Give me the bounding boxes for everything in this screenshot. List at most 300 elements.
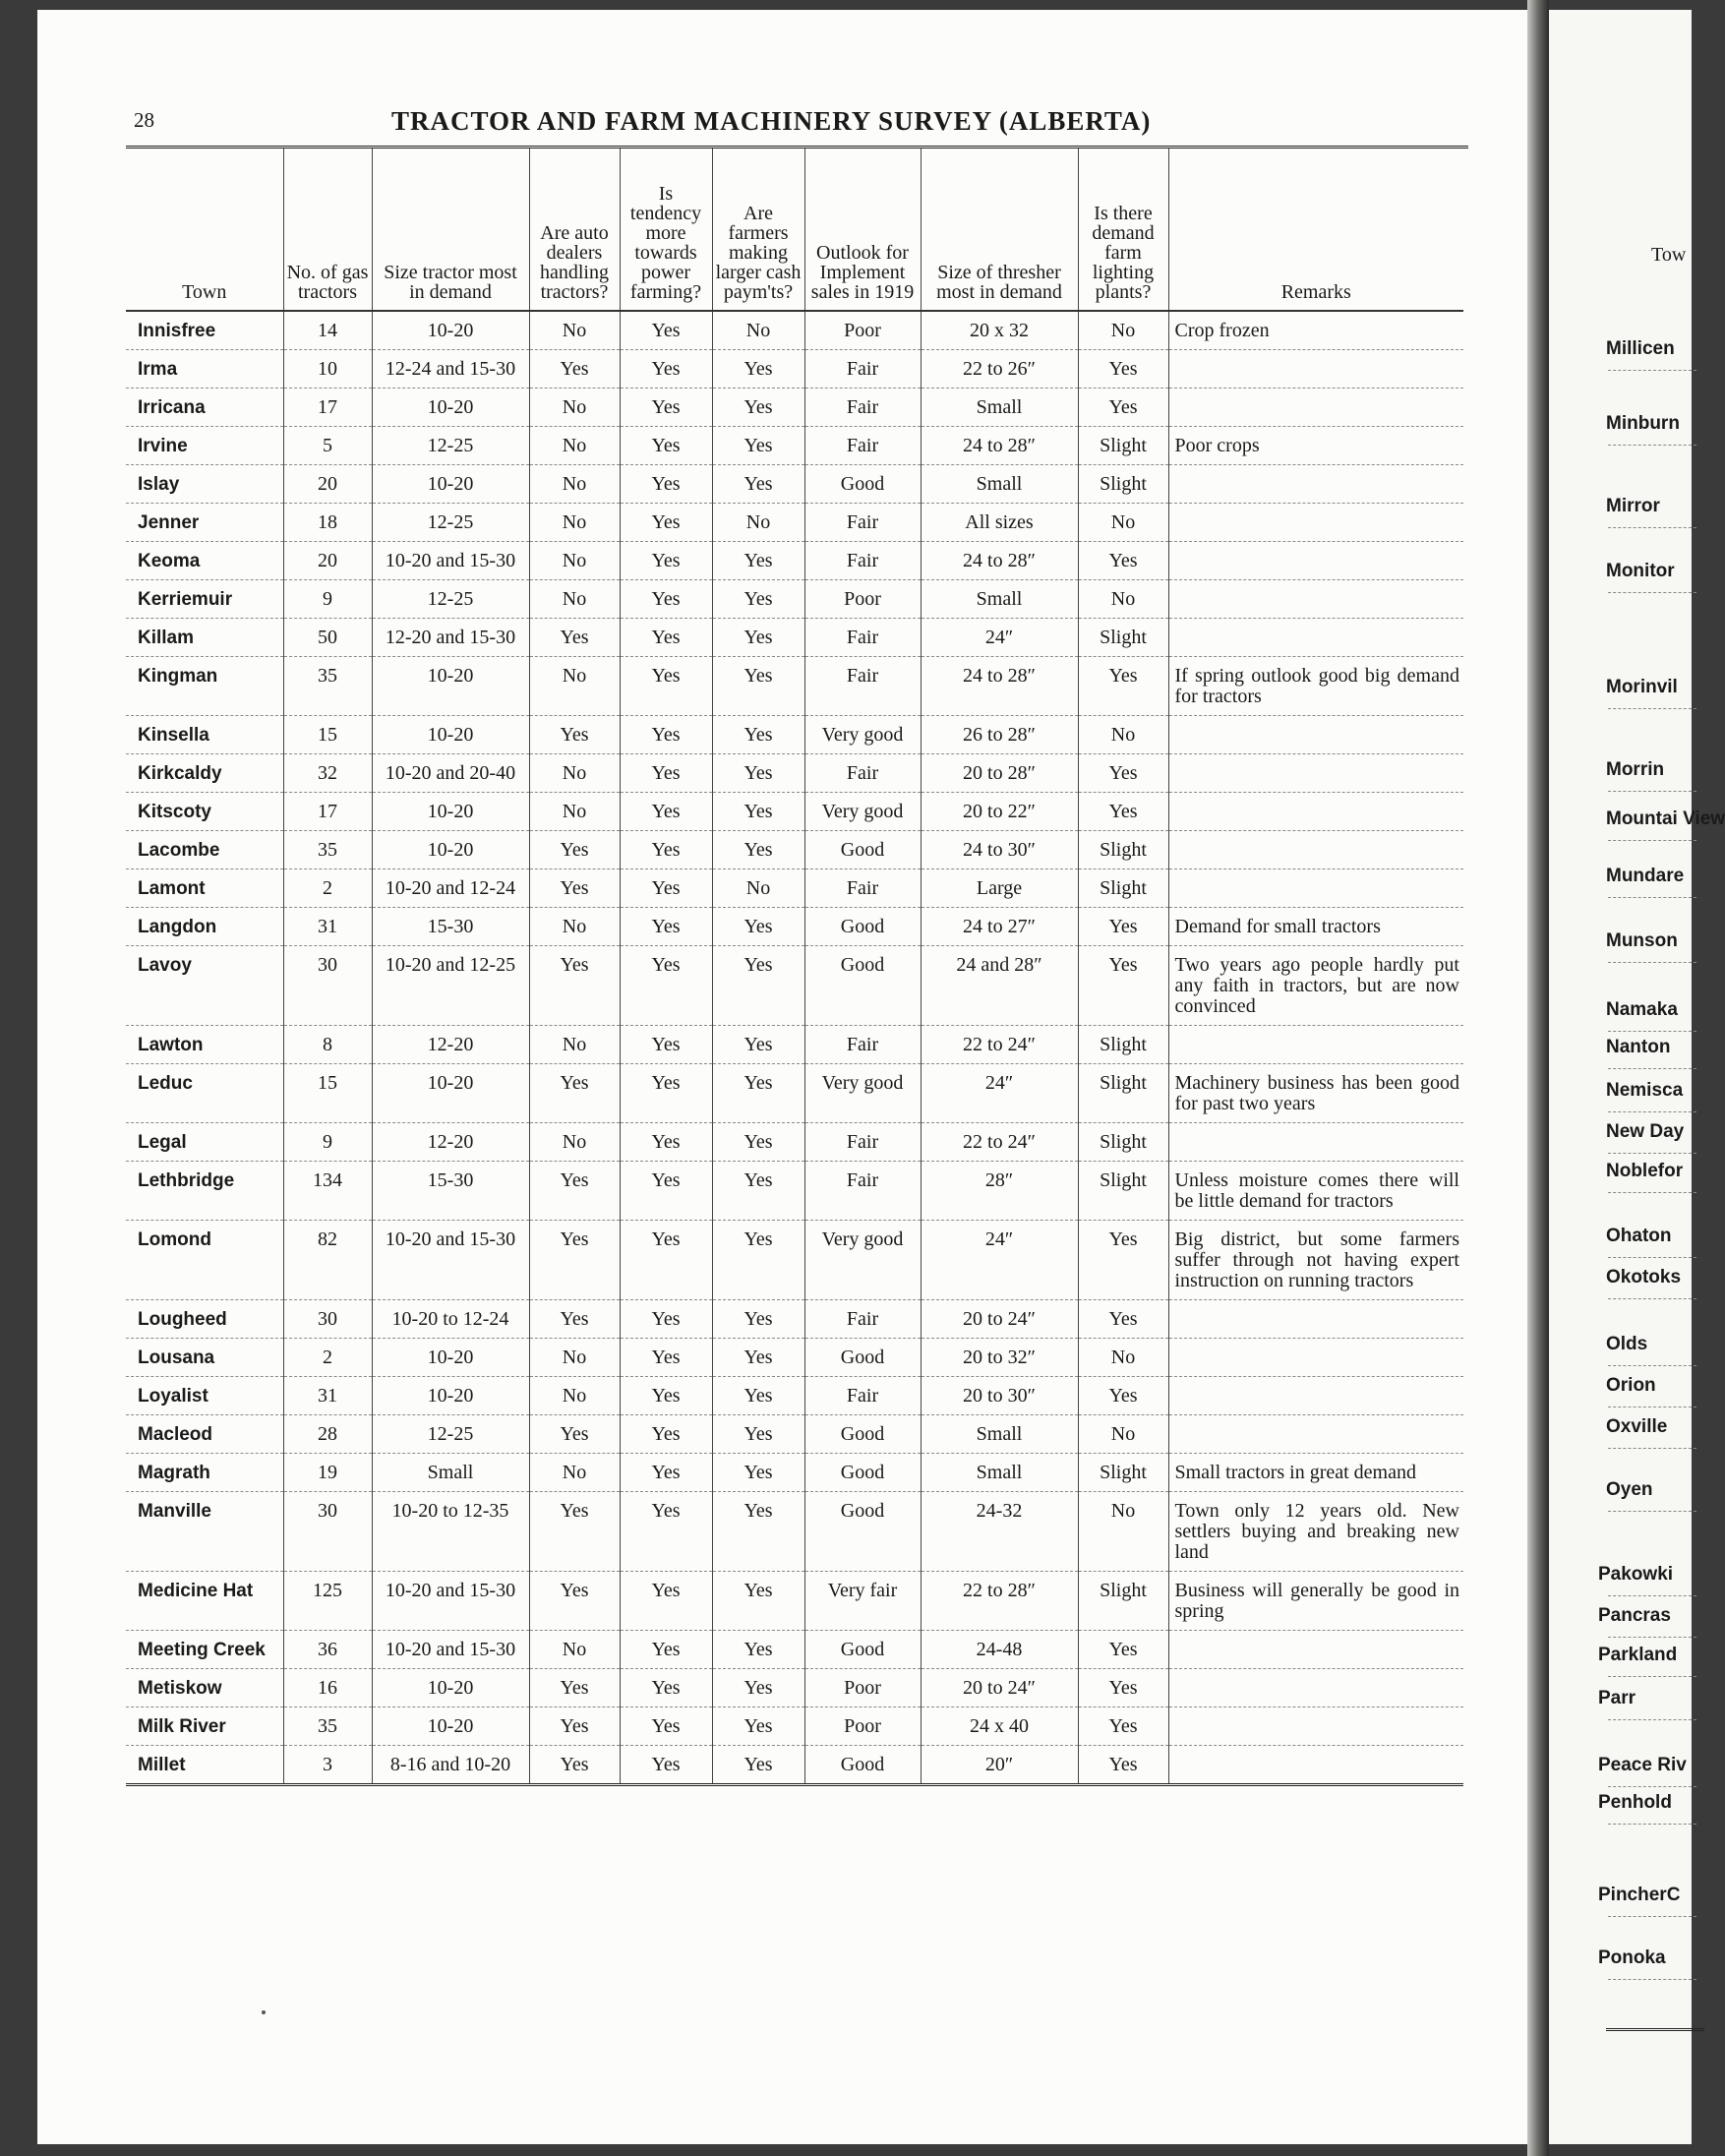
cell-cash: Yes [712, 1377, 804, 1415]
cell-size: 10-20 and 12-24 [372, 869, 529, 908]
cell-outlook: Good [804, 465, 921, 504]
cell-thresher: 20 to 30″ [921, 1377, 1078, 1415]
column-header-outlook: Outlook for Implement sales in 1919 [804, 149, 921, 311]
cell-lighting: No [1078, 504, 1168, 542]
cell-remarks [1168, 350, 1463, 389]
cell-thresher: 22 to 28″ [921, 1572, 1078, 1631]
facing-page-row-rule [1608, 791, 1696, 792]
cell-cash: No [712, 504, 804, 542]
facing-page-row-rule [1608, 1192, 1696, 1193]
cell-cash: No [712, 869, 804, 908]
cell-remarks: Business will generally be good in spring [1168, 1572, 1463, 1631]
cell-power: Yes [620, 465, 712, 504]
cell-power: Yes [620, 1631, 712, 1669]
cell-auto: Yes [529, 1746, 620, 1785]
cell-remarks [1168, 869, 1463, 908]
cell-auto: No [529, 580, 620, 619]
cell-tractors: 125 [283, 1572, 372, 1631]
cell-remarks [1168, 1669, 1463, 1707]
cell-lighting: Yes [1078, 1631, 1168, 1669]
cell-power: Yes [620, 1123, 712, 1162]
cell-auto: No [529, 311, 620, 350]
cell-cash: Yes [712, 1492, 804, 1572]
cell-power: Yes [620, 1221, 712, 1300]
table-row [126, 1123, 1463, 1162]
cell-size: 15-30 [372, 1162, 529, 1221]
cell-size: 12-20 [372, 1123, 529, 1162]
cell-tractors: 9 [283, 1123, 372, 1162]
table-row [126, 1415, 1463, 1454]
cell-town: Meeting Creek [126, 1631, 283, 1669]
cell-lighting: Yes [1078, 1221, 1168, 1300]
cell-thresher: 24 to 28″ [921, 657, 1078, 716]
cell-lighting: Slight [1078, 1064, 1168, 1123]
cell-size: 12-25 [372, 580, 529, 619]
cell-thresher: 22 to 24″ [921, 1026, 1078, 1064]
cell-power: Yes [620, 908, 712, 946]
cell-town: Jenner [126, 504, 283, 542]
cell-remarks [1168, 1123, 1463, 1162]
cell-town: Milk River [126, 1707, 283, 1746]
facing-page-row-rule [1608, 1511, 1696, 1512]
facing-page-town: Minburn [1606, 413, 1680, 434]
facing-page-row-rule [1608, 1979, 1696, 1980]
cell-tractors: 20 [283, 542, 372, 580]
cell-thresher: 20 to 22″ [921, 793, 1078, 831]
cell-power: Yes [620, 754, 712, 793]
survey-table [126, 149, 1463, 1786]
cell-size: 12-25 [372, 504, 529, 542]
cell-auto: No [529, 1339, 620, 1377]
cell-cash: Yes [712, 1339, 804, 1377]
column-header-cash-payments: Are farmers making larger cash paym'ts? [712, 149, 804, 311]
cell-power: Yes [620, 504, 712, 542]
cell-remarks [1168, 389, 1463, 427]
cell-town: Keoma [126, 542, 283, 580]
cell-remarks [1168, 1415, 1463, 1454]
cell-remarks: Two years ago people hardly put any faith in tractors, but are now convinced [1168, 946, 1463, 1026]
facing-page-bottom-rule [1606, 2028, 1704, 2031]
facing-page-town: Namaka [1606, 999, 1678, 1020]
cell-auto: No [529, 754, 620, 793]
cell-remarks [1168, 1300, 1463, 1339]
cell-power: Yes [620, 580, 712, 619]
table-body [126, 311, 1463, 1785]
cell-size: 12-20 [372, 1026, 529, 1064]
facing-page-row-rule [1608, 1786, 1696, 1787]
cell-auto: Yes [529, 1415, 620, 1454]
cell-size: 10-20 [372, 831, 529, 869]
facing-page-town: Olds [1606, 1334, 1648, 1354]
cell-outlook: Fair [804, 542, 921, 580]
cell-outlook: Fair [804, 389, 921, 427]
facing-page-town: Millicen [1606, 338, 1675, 359]
cell-town: Kitscoty [126, 793, 283, 831]
cell-power: Yes [620, 350, 712, 389]
column-header-remarks: Remarks [1168, 149, 1463, 311]
cell-tractors: 18 [283, 504, 372, 542]
cell-power: Yes [620, 1162, 712, 1221]
cell-cash: Yes [712, 1300, 804, 1339]
cell-town: Metiskow [126, 1669, 283, 1707]
cell-remarks [1168, 542, 1463, 580]
cell-size: 10-20 to 12-24 [372, 1300, 529, 1339]
cell-thresher: 20″ [921, 1746, 1078, 1785]
cell-town: Irma [126, 350, 283, 389]
cell-town: Islay [126, 465, 283, 504]
cell-power: Yes [620, 1339, 712, 1377]
cell-tractors: 82 [283, 1221, 372, 1300]
cell-remarks [1168, 793, 1463, 831]
cell-tractors: 2 [283, 1339, 372, 1377]
facing-page-town: Orion [1606, 1375, 1656, 1396]
cell-town: Millet [126, 1746, 283, 1785]
cell-town: Lawton [126, 1026, 283, 1064]
cell-remarks [1168, 1746, 1463, 1785]
cell-tractors: 3 [283, 1746, 372, 1785]
cell-outlook: Poor [804, 580, 921, 619]
cell-thresher: 24″ [921, 1064, 1078, 1123]
cell-town: Lethbridge [126, 1162, 283, 1221]
cell-outlook: Fair [804, 1162, 921, 1221]
cell-size: 12-25 [372, 427, 529, 465]
cell-lighting: Yes [1078, 542, 1168, 580]
cell-outlook: Good [804, 1454, 921, 1492]
cell-auto: Yes [529, 350, 620, 389]
table-row [126, 1339, 1463, 1377]
facing-page-row-rule [1608, 1637, 1696, 1638]
cell-tractors: 28 [283, 1415, 372, 1454]
cell-power: Yes [620, 1669, 712, 1707]
cell-thresher: 24″ [921, 1221, 1078, 1300]
cell-size: 10-20 [372, 793, 529, 831]
cell-lighting: Slight [1078, 619, 1168, 657]
cell-tractors: 2 [283, 869, 372, 908]
cell-remarks [1168, 754, 1463, 793]
cell-auto: No [529, 389, 620, 427]
cell-lighting: Yes [1078, 1707, 1168, 1746]
page-number: 28 [134, 108, 154, 132]
facing-page-row-rule [1608, 840, 1696, 841]
cell-town: Lacombe [126, 831, 283, 869]
cell-outlook: Very good [804, 1221, 921, 1300]
cell-remarks: Poor crops [1168, 427, 1463, 465]
cell-size: 8-16 and 10-20 [372, 1746, 529, 1785]
facing-page-town: Mundare [1606, 866, 1685, 886]
facing-page-row-rule [1608, 1824, 1696, 1825]
table-row [126, 831, 1463, 869]
cell-outlook: Good [804, 1339, 921, 1377]
table-row [126, 754, 1463, 793]
cell-outlook: Good [804, 1492, 921, 1572]
cell-auto: Yes [529, 831, 620, 869]
facing-page-row-rule [1608, 445, 1696, 446]
cell-auto: Yes [529, 1707, 620, 1746]
cell-size: 10-20 and 12-25 [372, 946, 529, 1026]
cell-lighting: No [1078, 311, 1168, 350]
cell-remarks: Small tractors in great demand [1168, 1454, 1463, 1492]
facing-page-town: Parr [1598, 1688, 1636, 1708]
facing-page-header: Tow [1651, 244, 1687, 266]
cell-thresher: Small [921, 465, 1078, 504]
facing-page-row-rule [1608, 527, 1696, 528]
cell-thresher: 20 to 28″ [921, 754, 1078, 793]
facing-page-row-rule [1608, 1111, 1696, 1112]
cell-tractors: 30 [283, 946, 372, 1026]
cell-remarks [1168, 831, 1463, 869]
cell-auto: No [529, 1026, 620, 1064]
cell-auto: No [529, 1631, 620, 1669]
cell-cash: Yes [712, 1454, 804, 1492]
cell-tractors: 14 [283, 311, 372, 350]
cell-thresher: 24 to 27″ [921, 908, 1078, 946]
table-header-row [126, 149, 1463, 311]
table-row [126, 657, 1463, 716]
cell-thresher: 20 to 32″ [921, 1339, 1078, 1377]
cell-lighting: Slight [1078, 465, 1168, 504]
cell-town: Killam [126, 619, 283, 657]
facing-page-row-rule [1608, 1298, 1696, 1299]
cell-cash: Yes [712, 946, 804, 1026]
cell-tractors: 20 [283, 465, 372, 504]
cell-town: Lousana [126, 1339, 283, 1377]
facing-page-town: Nanton [1606, 1037, 1671, 1057]
cell-thresher: 24 x 40 [921, 1707, 1078, 1746]
cell-tractors: 50 [283, 619, 372, 657]
facing-page-town: Ohaton [1606, 1226, 1672, 1246]
cell-lighting: Yes [1078, 657, 1168, 716]
column-header-power-farming: Is tendency more towards power farming? [620, 149, 712, 311]
cell-lighting: Yes [1078, 908, 1168, 946]
table-row [126, 465, 1463, 504]
cell-power: Yes [620, 311, 712, 350]
cell-auto: Yes [529, 1221, 620, 1300]
cell-size: 10-20 [372, 389, 529, 427]
cell-power: Yes [620, 1492, 712, 1572]
facing-page-row-rule [1608, 1365, 1696, 1366]
cell-tractors: 19 [283, 1454, 372, 1492]
cell-cash: Yes [712, 754, 804, 793]
table-row [126, 946, 1463, 1026]
cell-tractors: 16 [283, 1669, 372, 1707]
cell-size: 10-20 [372, 465, 529, 504]
table-row [126, 1631, 1463, 1669]
facing-page-row-rule [1608, 1719, 1696, 1720]
cell-remarks: Demand for small tractors [1168, 908, 1463, 946]
cell-town: Lougheed [126, 1300, 283, 1339]
cell-outlook: Good [804, 1415, 921, 1454]
cell-cash: Yes [712, 657, 804, 716]
cell-remarks: Town only 12 years old. New settlers buying and breaking new land [1168, 1492, 1463, 1572]
facing-page-town: Peace Riv [1598, 1755, 1687, 1775]
table-row [126, 1707, 1463, 1746]
cell-outlook: Good [804, 831, 921, 869]
cell-cash: Yes [712, 908, 804, 946]
cell-cash: Yes [712, 619, 804, 657]
cell-town: Manville [126, 1492, 283, 1572]
table-row [126, 1572, 1463, 1631]
cell-cash: Yes [712, 831, 804, 869]
cell-cash: Yes [712, 389, 804, 427]
cell-remarks [1168, 619, 1463, 657]
cell-town: Lamont [126, 869, 283, 908]
cell-outlook: Fair [804, 350, 921, 389]
facing-page-town: Penhold [1598, 1792, 1672, 1813]
table-row [126, 350, 1463, 389]
cell-lighting: Yes [1078, 946, 1168, 1026]
cell-lighting: Yes [1078, 1300, 1168, 1339]
facing-page-row-rule [1608, 1916, 1696, 1917]
cell-town: Macleod [126, 1415, 283, 1454]
facing-page-row-rule [1608, 897, 1696, 898]
cell-cash: Yes [712, 1707, 804, 1746]
table-row [126, 427, 1463, 465]
cell-town: Kinsella [126, 716, 283, 754]
facing-page-town: Mountai View [1606, 808, 1725, 829]
cell-thresher: 24 to 28″ [921, 427, 1078, 465]
cell-auto: Yes [529, 1492, 620, 1572]
cell-tractors: 8 [283, 1026, 372, 1064]
cell-auto: Yes [529, 1300, 620, 1339]
cell-town: Langdon [126, 908, 283, 946]
cell-outlook: Good [804, 1746, 921, 1785]
cell-lighting: Yes [1078, 389, 1168, 427]
page-title: TRACTOR AND FARM MACHINERY SURVEY (ALBERTA) [391, 106, 1152, 136]
cell-size: 10-20 [372, 716, 529, 754]
cell-size: 10-20 [372, 1339, 529, 1377]
table-row [126, 716, 1463, 754]
cell-lighting: Yes [1078, 350, 1168, 389]
cell-power: Yes [620, 1026, 712, 1064]
cell-remarks [1168, 504, 1463, 542]
cell-auto: No [529, 1454, 620, 1492]
cell-auto: No [529, 657, 620, 716]
cell-size: 10-20 [372, 657, 529, 716]
cell-cash: Yes [712, 1415, 804, 1454]
cell-size: 10-20 and 15-30 [372, 542, 529, 580]
cell-cash: Yes [712, 1162, 804, 1221]
facing-page-town: Oxville [1606, 1416, 1668, 1437]
cell-thresher: 20 x 32 [921, 311, 1078, 350]
cell-auto: No [529, 427, 620, 465]
cell-size: 10-20 and 20-40 [372, 754, 529, 793]
cell-lighting: Slight [1078, 427, 1168, 465]
column-header-lighting: Is there demand farm lighting plants? [1078, 149, 1168, 311]
cell-tractors: 15 [283, 1064, 372, 1123]
cell-auto: Yes [529, 1064, 620, 1123]
cell-cash: Yes [712, 793, 804, 831]
cell-lighting: No [1078, 1492, 1168, 1572]
cell-thresher: 26 to 28″ [921, 716, 1078, 754]
table-row [126, 542, 1463, 580]
book-gutter [1527, 0, 1549, 2156]
cell-power: Yes [620, 657, 712, 716]
cell-auto: No [529, 793, 620, 831]
table-row [126, 580, 1463, 619]
table-row [126, 1026, 1463, 1064]
table-row [126, 1454, 1463, 1492]
cell-tractors: 32 [283, 754, 372, 793]
facing-page-town: PincherC [1598, 1885, 1681, 1905]
cell-town: Loyalist [126, 1377, 283, 1415]
cell-outlook: Poor [804, 1707, 921, 1746]
cell-tractors: 17 [283, 793, 372, 831]
facing-page-town: Monitor [1606, 561, 1675, 581]
cell-remarks: If spring outlook good big demand for tractors [1168, 657, 1463, 716]
cell-outlook: Fair [804, 754, 921, 793]
facing-page-row-rule [1608, 708, 1696, 709]
cell-thresher: 28″ [921, 1162, 1078, 1221]
print-speck [262, 2010, 266, 2014]
cell-lighting: Slight [1078, 869, 1168, 908]
cell-remarks [1168, 465, 1463, 504]
cell-power: Yes [620, 869, 712, 908]
cell-thresher: 22 to 24″ [921, 1123, 1078, 1162]
table-row [126, 1162, 1463, 1221]
cell-remarks [1168, 580, 1463, 619]
column-header-tractors: No. of gas tractors [283, 149, 372, 311]
facing-page-town: Morinvil [1606, 677, 1678, 697]
facing-page-town-list [1549, 10, 1725, 2144]
cell-remarks [1168, 1377, 1463, 1415]
cell-power: Yes [620, 1572, 712, 1631]
cell-cash: Yes [712, 1669, 804, 1707]
cell-cash: Yes [712, 580, 804, 619]
cell-town: Irvine [126, 427, 283, 465]
cell-thresher: 22 to 26″ [921, 350, 1078, 389]
cell-cash: Yes [712, 1221, 804, 1300]
cell-outlook: Good [804, 908, 921, 946]
cell-thresher: 20 to 24″ [921, 1300, 1078, 1339]
facing-page-town: Ponoka [1598, 1947, 1666, 1968]
facing-page-town: Oyen [1606, 1479, 1653, 1500]
cell-town: Kingman [126, 657, 283, 716]
table-row [126, 1221, 1463, 1300]
cell-outlook: Fair [804, 619, 921, 657]
cell-size: 10-20 and 15-30 [372, 1221, 529, 1300]
cell-remarks: Machinery business has been good for past two years [1168, 1064, 1463, 1123]
column-header-size: Size tractor most in demand [372, 149, 529, 311]
cell-power: Yes [620, 946, 712, 1026]
cell-power: Yes [620, 1454, 712, 1492]
cell-power: Yes [620, 1746, 712, 1785]
cell-size: 10-20 and 15-30 [372, 1572, 529, 1631]
cell-auto: Yes [529, 1162, 620, 1221]
facing-page-town: Nemisca [1606, 1080, 1684, 1101]
facing-page-town: Pakowki [1598, 1564, 1674, 1585]
facing-page-row-rule [1608, 592, 1696, 593]
cell-auto: No [529, 1377, 620, 1415]
cell-power: Yes [620, 1300, 712, 1339]
cell-remarks: Crop frozen [1168, 311, 1463, 350]
facing-page-town: Noblefor [1606, 1161, 1684, 1181]
cell-power: Yes [620, 1707, 712, 1746]
cell-thresher: 24 and 28″ [921, 946, 1078, 1026]
cell-size: 10-20 to 12-35 [372, 1492, 529, 1572]
cell-thresher: Small [921, 580, 1078, 619]
cell-cash: Yes [712, 1123, 804, 1162]
table-row [126, 793, 1463, 831]
cell-outlook: Very good [804, 793, 921, 831]
column-header-auto-dealers: Are auto dealers handling tractors? [529, 149, 620, 311]
table-row [126, 311, 1463, 350]
cell-lighting: Slight [1078, 1123, 1168, 1162]
facing-page-town: Parkland [1598, 1645, 1678, 1665]
cell-size: 10-20 [372, 1669, 529, 1707]
cell-outlook: Fair [804, 869, 921, 908]
cell-tractors: 31 [283, 1377, 372, 1415]
table-row [126, 1300, 1463, 1339]
